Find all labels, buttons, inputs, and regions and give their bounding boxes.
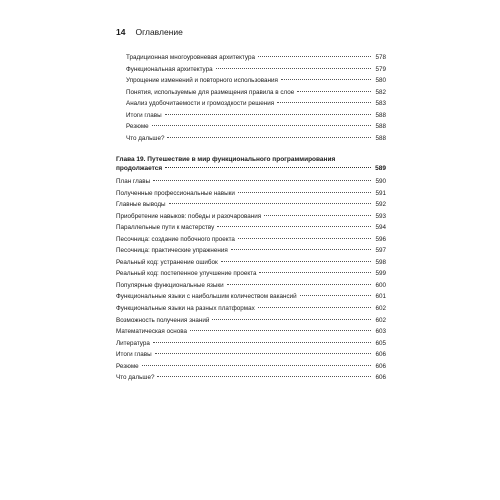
- toc-entry-page: 605: [375, 339, 386, 347]
- toc-entry-page: 583: [375, 100, 386, 108]
- dot-leader: [264, 215, 371, 216]
- toc-entry-page: 606: [375, 374, 386, 382]
- toc-entry-label: Полученные профессиональные навыки: [116, 189, 235, 197]
- toc-entry-label: Функциональная архитектура: [126, 65, 213, 73]
- dot-leader: [153, 180, 371, 181]
- toc-entry-label: Функциональные языки с наибольшим количеством вакансий: [116, 293, 297, 301]
- chapter-title-line2: продолжается: [116, 164, 163, 172]
- toc-entry-label: Песочница: практические упражнения: [116, 247, 228, 255]
- dot-leader: [165, 167, 371, 168]
- dot-leader: [221, 261, 371, 262]
- toc-entry-label: Итоги главы: [126, 111, 162, 119]
- dot-leader: [238, 192, 371, 193]
- toc-entry[interactable]: [116, 315, 386, 327]
- toc-entry-page: 593: [375, 212, 386, 220]
- toc-entry-page: 591: [375, 189, 386, 197]
- dot-leader: [281, 79, 371, 80]
- toc-entry[interactable]: [116, 199, 386, 211]
- toc-entry-label: Понятия, используемые для размещения правила в слое: [126, 88, 295, 96]
- toc-entry-page: 603: [375, 328, 386, 336]
- toc-entry-label: План главы: [116, 178, 151, 185]
- toc-entry-label: Приобретение навыков: победы и разочарования: [116, 212, 262, 220]
- dot-leader: [231, 249, 371, 250]
- toc-entry-page: 606: [375, 351, 386, 359]
- toc-entry[interactable]: [116, 291, 386, 303]
- page-number: 14: [116, 27, 126, 37]
- toc-entry[interactable]: [116, 234, 386, 246]
- chapter-heading[interactable]: [116, 156, 386, 173]
- dot-leader: [153, 342, 371, 343]
- toc-entry[interactable]: [116, 245, 386, 257]
- toc-entry-page: 582: [375, 88, 386, 96]
- dot-leader: [165, 114, 371, 115]
- running-title: Оглавление: [135, 27, 183, 37]
- toc-entry-label: Реальный код: устранение ошибок: [116, 258, 218, 266]
- toc-entry-page: 600: [375, 281, 386, 289]
- toc-entry[interactable]: [116, 87, 386, 99]
- chapter-title-line1: Глава 19. Путешествие в мир функционального программирования: [116, 156, 336, 163]
- toc-entry-label: Анализ удобочитаемости и громоздкости решения: [126, 100, 275, 108]
- toc-entry[interactable]: [116, 133, 386, 145]
- toc-entry-label: Песочница: создание побочного проекта: [116, 235, 235, 243]
- toc-entry-label: Параллельные пути к мастерству: [116, 224, 215, 232]
- page-header: [116, 27, 386, 37]
- toc-entry-label: Резюме: [126, 123, 149, 131]
- toc-entry[interactable]: [116, 372, 386, 384]
- toc-entry-label: Итоги главы: [116, 351, 152, 359]
- toc-entry-page: 596: [375, 235, 386, 243]
- toc-entry[interactable]: [116, 188, 386, 200]
- dot-leader: [157, 376, 371, 377]
- dot-leader: [216, 68, 371, 69]
- toc-entry-page: 588: [375, 134, 386, 142]
- dot-leader: [258, 56, 371, 57]
- toc-entry-page: 579: [375, 65, 386, 73]
- dot-leader: [142, 365, 371, 366]
- toc-entry-page: 597: [375, 247, 386, 255]
- dot-leader: [297, 91, 371, 92]
- toc-entry[interactable]: [116, 280, 386, 292]
- toc-entry[interactable]: [116, 98, 386, 110]
- toc-list-top: [116, 52, 386, 144]
- toc-list-chapter-19: [116, 156, 386, 384]
- toc-entry-page: 598: [375, 258, 386, 266]
- dot-leader: [217, 226, 371, 227]
- chapter-title-line2-row: [116, 165, 386, 174]
- toc-entry[interactable]: [116, 326, 386, 338]
- toc-entry[interactable]: [116, 257, 386, 269]
- toc-entry-label: Математическая основа: [116, 328, 187, 336]
- dot-leader: [300, 295, 371, 296]
- toc-entry-label: Возможность получения знаний: [116, 316, 210, 324]
- toc-entry[interactable]: [116, 52, 386, 64]
- toc-entry-page: 606: [375, 362, 386, 370]
- dot-leader: [258, 307, 371, 308]
- toc-entry-page: 590: [375, 178, 386, 185]
- dot-leader: [190, 330, 371, 331]
- toc-entry-page: 578: [375, 54, 386, 61]
- dot-leader: [238, 238, 371, 239]
- dot-leader: [167, 137, 371, 138]
- toc-entry-label: Резюме: [116, 362, 139, 370]
- toc-entry[interactable]: [116, 211, 386, 223]
- dot-leader: [212, 319, 371, 320]
- toc-entry-label: Реальный код: постепенное улучшение проекта: [116, 270, 257, 278]
- dot-leader: [169, 203, 371, 204]
- toc-entry-label: Что дальше?: [126, 134, 165, 142]
- toc-entry[interactable]: [116, 361, 386, 373]
- toc-entry-page: 588: [375, 111, 386, 119]
- toc-entry[interactable]: [116, 110, 386, 122]
- toc-entry[interactable]: [116, 268, 386, 280]
- toc-entry[interactable]: [116, 121, 386, 133]
- toc-entry[interactable]: [116, 75, 386, 87]
- toc-entry-page: 599: [375, 270, 386, 278]
- toc-entry[interactable]: [116, 222, 386, 234]
- dot-leader: [277, 102, 371, 103]
- dot-leader: [259, 272, 371, 273]
- dot-leader: [155, 353, 371, 354]
- toc-entry-label: Упрощение изменений и повторного использования: [126, 77, 278, 85]
- toc-entry-label: Популярные функциональные языки: [116, 281, 224, 289]
- toc-entry[interactable]: [116, 349, 386, 361]
- toc-entry-page: 594: [375, 224, 386, 232]
- toc-entry[interactable]: [116, 64, 386, 76]
- toc-entry-label: Что дальше?: [116, 374, 155, 382]
- toc-entry-page: 602: [375, 316, 386, 324]
- toc-entry-label: Главные выводы: [116, 201, 166, 209]
- toc-entry[interactable]: [116, 176, 386, 188]
- toc-entry-label: Литература: [116, 339, 150, 347]
- chapter-page: 589: [375, 164, 386, 172]
- toc-entry-label: Функциональные языки на разных платформах: [116, 305, 255, 313]
- toc-entry[interactable]: [116, 303, 386, 315]
- toc-entry-page: 592: [375, 201, 386, 209]
- toc-entry[interactable]: [116, 338, 386, 350]
- dot-leader: [152, 125, 371, 126]
- toc-entry-page: 602: [375, 305, 386, 313]
- toc-entry-label: Традиционная многоуровневая архитектура: [126, 54, 255, 61]
- dot-leader: [227, 284, 371, 285]
- toc-entry-page: 580: [375, 77, 386, 85]
- toc-entry-page: 588: [375, 123, 386, 131]
- toc-entry-page: 601: [375, 293, 386, 301]
